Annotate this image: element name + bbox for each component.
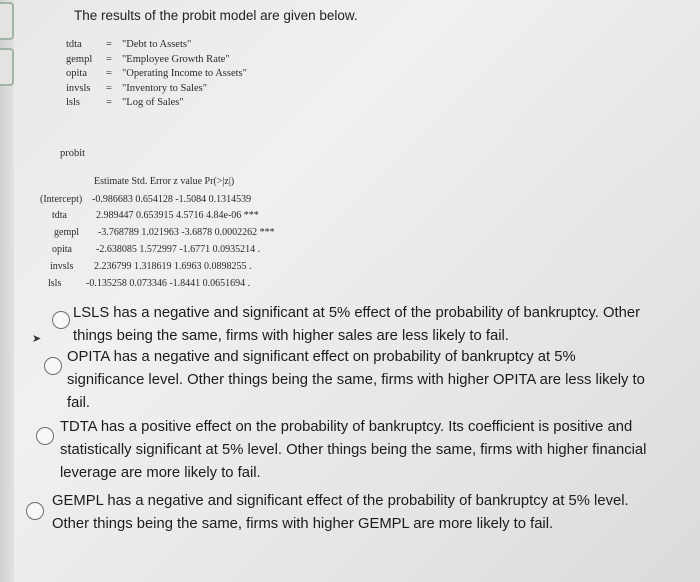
definition-sep: = xyxy=(106,39,112,50)
probit-label: probit xyxy=(60,148,86,159)
table-row xyxy=(52,244,260,255)
definition-desc: "Inventory to Sales" xyxy=(122,82,207,94)
variable-definitions xyxy=(66,38,247,111)
definition-sep: = xyxy=(106,53,112,65)
answer-option-lsls[interactable] xyxy=(48,300,678,350)
definition-sep: = xyxy=(106,82,112,94)
table-row xyxy=(54,227,275,238)
definition-sep: = xyxy=(106,68,112,79)
table-row xyxy=(48,278,250,289)
definition-row xyxy=(66,67,247,82)
definition-row xyxy=(66,38,247,53)
row-values: 2.236799 1.318619 1.6963 0.0898255 . xyxy=(94,261,252,272)
definition-sep: = xyxy=(106,97,112,108)
row-name: lsls xyxy=(48,278,62,289)
edge-mark-middle xyxy=(0,48,14,86)
mouse-cursor-icon: ➤ xyxy=(32,333,42,345)
row-values: -3.768789 1.021963 -3.6878 0.0002262 *** xyxy=(98,227,275,238)
definition-var: gempl xyxy=(66,53,93,65)
answer-option-opita[interactable] xyxy=(40,346,680,418)
definition-var: invsls xyxy=(66,82,91,94)
option-text: GEMPL has a negative and significant effect of the probability of bankruptcy at 5% level. Other things being the same, firms with higher GEMPL are more likely to fail. xyxy=(52,493,629,532)
question-intro: The results of the probit model are given below. xyxy=(74,8,358,23)
radio-button-icon[interactable] xyxy=(44,357,62,375)
row-values: -0.986683 0.654128 -1.5084 0.1314539 xyxy=(92,194,252,205)
row-name: (Intercept) xyxy=(40,194,83,205)
radio-button-icon[interactable] xyxy=(36,427,54,445)
row-name: tdta xyxy=(52,210,67,221)
definition-row xyxy=(66,96,247,111)
radio-button-icon[interactable] xyxy=(26,502,44,520)
row-name: invsls xyxy=(50,261,74,272)
definition-var: opita xyxy=(66,68,87,79)
option-text: OPITA has a negative and significant effect on probability of bankruptcy at 5% significance level. Other things being the same, firms with higher OPITA are less likely to fail. xyxy=(67,349,645,411)
table-row xyxy=(40,194,251,205)
definition-row xyxy=(66,53,247,68)
radio-button-icon[interactable] xyxy=(52,311,70,329)
table-header: Estimate Std. Error z value Pr(>|z|) xyxy=(94,176,235,187)
page-left-edge xyxy=(0,0,14,582)
row-values: 2.989447 0.653915 4.5716 4.84e-06 *** xyxy=(96,210,259,221)
definition-row xyxy=(66,82,247,97)
edge-mark-top xyxy=(0,2,14,40)
row-name: gempl xyxy=(54,227,79,238)
definition-desc: "Employee Growth Rate" xyxy=(122,53,230,65)
row-name: opita xyxy=(52,244,72,255)
definition-var: lsls xyxy=(66,97,81,108)
option-text: TDTA has a positive effect on the probability of bankruptcy. Its coefficient is positive and statistically significant at 5% level. Other things being the same, firms with higher financial leverage are more likely to fail. xyxy=(60,419,647,481)
definition-desc: "Operating Income to Assets" xyxy=(122,68,247,79)
option-text: LSLS has a negative and significant at 5% effect of the probability of bankruptcy. Other things being the same, firms with higher sales are less likely to fail. xyxy=(73,305,641,344)
definition-var: tdta xyxy=(66,39,82,50)
table-row xyxy=(50,261,252,272)
answer-option-gempl[interactable] xyxy=(26,488,676,562)
answer-option-tdta[interactable] xyxy=(36,414,676,486)
row-values: -2.638085 1.572997 -1.6771 0.0935214 . xyxy=(96,244,261,255)
definition-desc: "Log of Sales" xyxy=(122,97,184,108)
definition-desc: "Debt to Assets" xyxy=(122,39,192,50)
row-values: -0.135258 0.073346 -1.8441 0.0651694 . xyxy=(86,278,251,289)
table-row xyxy=(52,210,259,221)
